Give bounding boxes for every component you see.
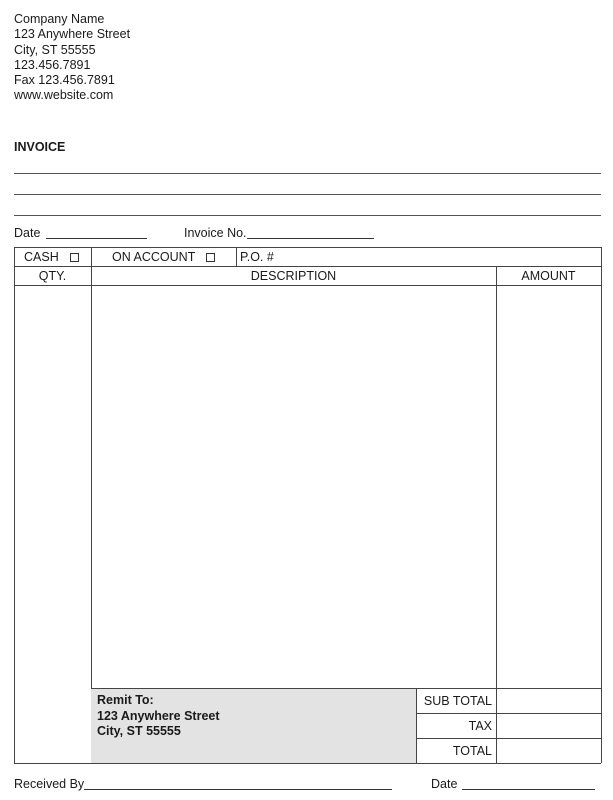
on-account-checkbox[interactable] <box>206 253 215 262</box>
po-label: P.O. # <box>240 250 274 264</box>
table-top-border <box>14 247 601 248</box>
invoice-no-field[interactable] <box>247 238 374 239</box>
table-right-border <box>601 247 602 763</box>
payment-divider-1 <box>91 247 92 266</box>
subtotal-amount-cell[interactable] <box>497 689 600 712</box>
date-label: Date <box>14 226 41 240</box>
tax-amount-cell[interactable] <box>497 714 600 737</box>
qty-header: QTY. <box>38 269 67 283</box>
company-name: Company Name <box>14 12 105 26</box>
received-by-label: Received By <box>14 777 85 791</box>
footer-date-label: Date <box>431 777 458 791</box>
invoice-title: INVOICE <box>14 140 66 154</box>
tax-label: TAX <box>468 719 492 733</box>
cash-label: CASH <box>24 250 59 264</box>
total-amount-cell[interactable] <box>497 739 600 762</box>
cash-checkbox[interactable] <box>70 253 79 262</box>
description-column-cell[interactable] <box>92 286 495 687</box>
amount-column-cell[interactable] <box>497 286 600 687</box>
payment-divider-2 <box>236 247 237 266</box>
received-by-field[interactable] <box>84 789 392 790</box>
company-fax: Fax 123.456.7891 <box>14 73 115 88</box>
total-label: TOTAL <box>452 744 492 758</box>
write-line-1[interactable] <box>14 173 601 174</box>
description-header: DESCRIPTION <box>250 269 337 283</box>
company-info <box>14 12 130 104</box>
footer-date-field[interactable] <box>462 789 595 790</box>
amount-header: AMOUNT <box>521 269 576 283</box>
remit-city: City, ST 55555 <box>97 724 181 738</box>
remit-label: Remit To: <box>97 693 154 707</box>
remit-street: 123 Anywhere Street <box>97 708 220 723</box>
table-bottom-border <box>14 763 601 764</box>
write-line-2[interactable] <box>14 194 601 195</box>
on-account-label: ON ACCOUNT <box>112 250 196 264</box>
date-field[interactable] <box>46 238 147 239</box>
invoice-no-label: Invoice No. <box>184 226 247 240</box>
company-website: www.website.com <box>14 88 114 103</box>
company-street: 123 Anywhere Street <box>14 27 131 42</box>
qty-column-cell[interactable] <box>15 286 90 762</box>
subtotal-label: SUB TOTAL <box>423 694 492 708</box>
remit-address <box>97 693 220 740</box>
write-line-3[interactable] <box>14 215 601 216</box>
company-phone: 123.456.7891 <box>14 57 91 72</box>
payment-row-border <box>14 266 601 267</box>
company-city: City, ST 55555 <box>14 42 96 57</box>
